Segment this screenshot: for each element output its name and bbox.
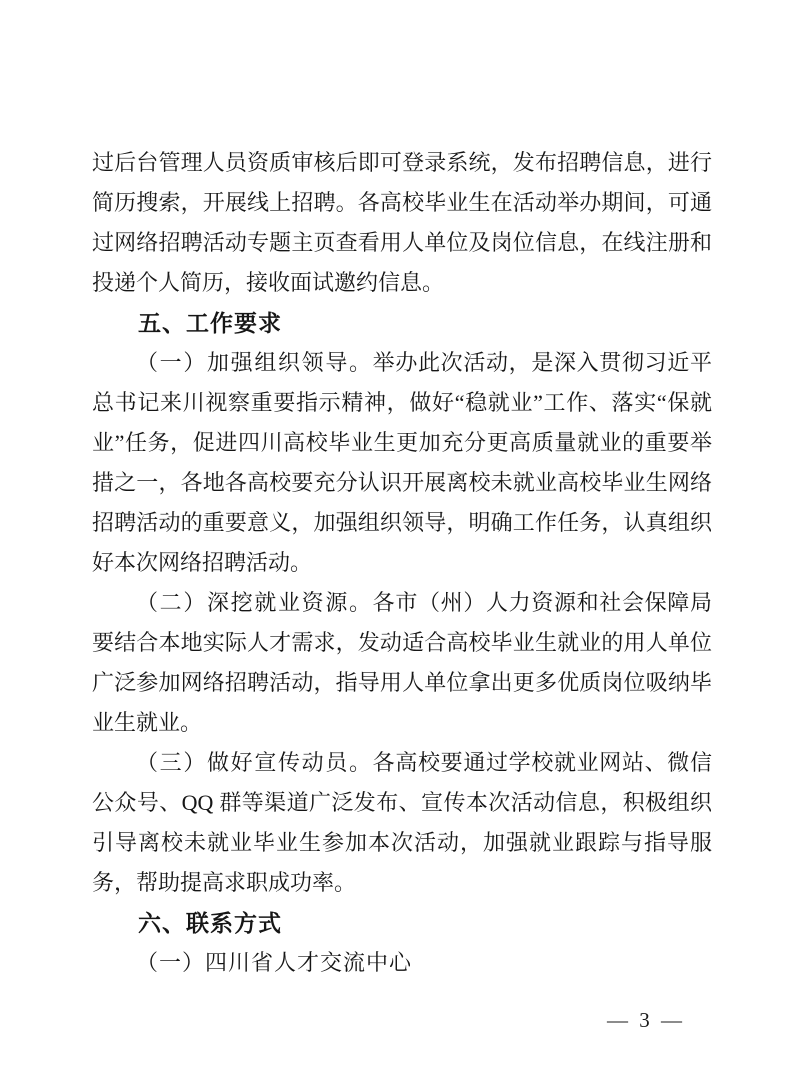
item-lead-sichuan-talent-exchange-center: （一）四川省人才交流中心 xyxy=(136,950,413,975)
item-lead-tap-employment-resources: （二）深挖就业资源。 xyxy=(136,590,373,615)
document-body xyxy=(92,143,712,983)
page-number: — 3 — xyxy=(607,1008,685,1032)
contact-item-1 xyxy=(92,943,712,983)
item-text-strengthen-leadership: 举办此次活动，是深入贯彻习近平总书记来川视察重要指示精神，做好“稳就业”工作、落实“保就业”任务，促进四川高校毕业生更加充分更高质量就业的重要举措之一，各地各高校要充分认识开展离校未就业高校毕业生网络招聘活动的重要意义，加强组织领导，明确工作任务，认真组织好本次网络招聘活动。 xyxy=(92,350,712,575)
item-text-tap-employment-resources: 各市（州）人力资源和社会保障局要结合本地实际人才需求，发动适合高校毕业生就业的用人单位广泛参加网络招聘活动，指导用人单位拿出更多优质岗位吸纳毕业生就业。 xyxy=(92,590,712,735)
section-heading-contact-info: 六、联系方式 xyxy=(138,910,282,936)
work-requirement-item-2 xyxy=(92,583,712,743)
section-heading-work-requirements: 五、工作要求 xyxy=(138,310,282,336)
paragraph-continuation: 过后台管理人员资质审核后即可登录系统，发布招聘信息，进行简历搜索，开展线上招聘。各高校毕业生在活动举办期间，可通过网络招聘活动专题主页查看用人单位及岗位信息，在线注册和投递个人简历，接收面试邀约信息。 xyxy=(92,150,712,295)
work-requirement-item-3 xyxy=(92,743,712,903)
item-text-publicity-mobilization: 各高校要通过学校就业网站、微信公众号、QQ 群等渠道广泛发布、宣传本次活动信息，积极组织引导离校未就业毕业生参加本次活动，加强就业跟踪与指导服务，帮助提高求职成功率。 xyxy=(92,750,712,895)
item-lead-strengthen-leadership: （一）加强组织领导。 xyxy=(136,350,373,375)
item-lead-publicity-mobilization: （三）做好宣传动员。 xyxy=(136,750,373,775)
work-requirement-item-1 xyxy=(92,343,712,583)
